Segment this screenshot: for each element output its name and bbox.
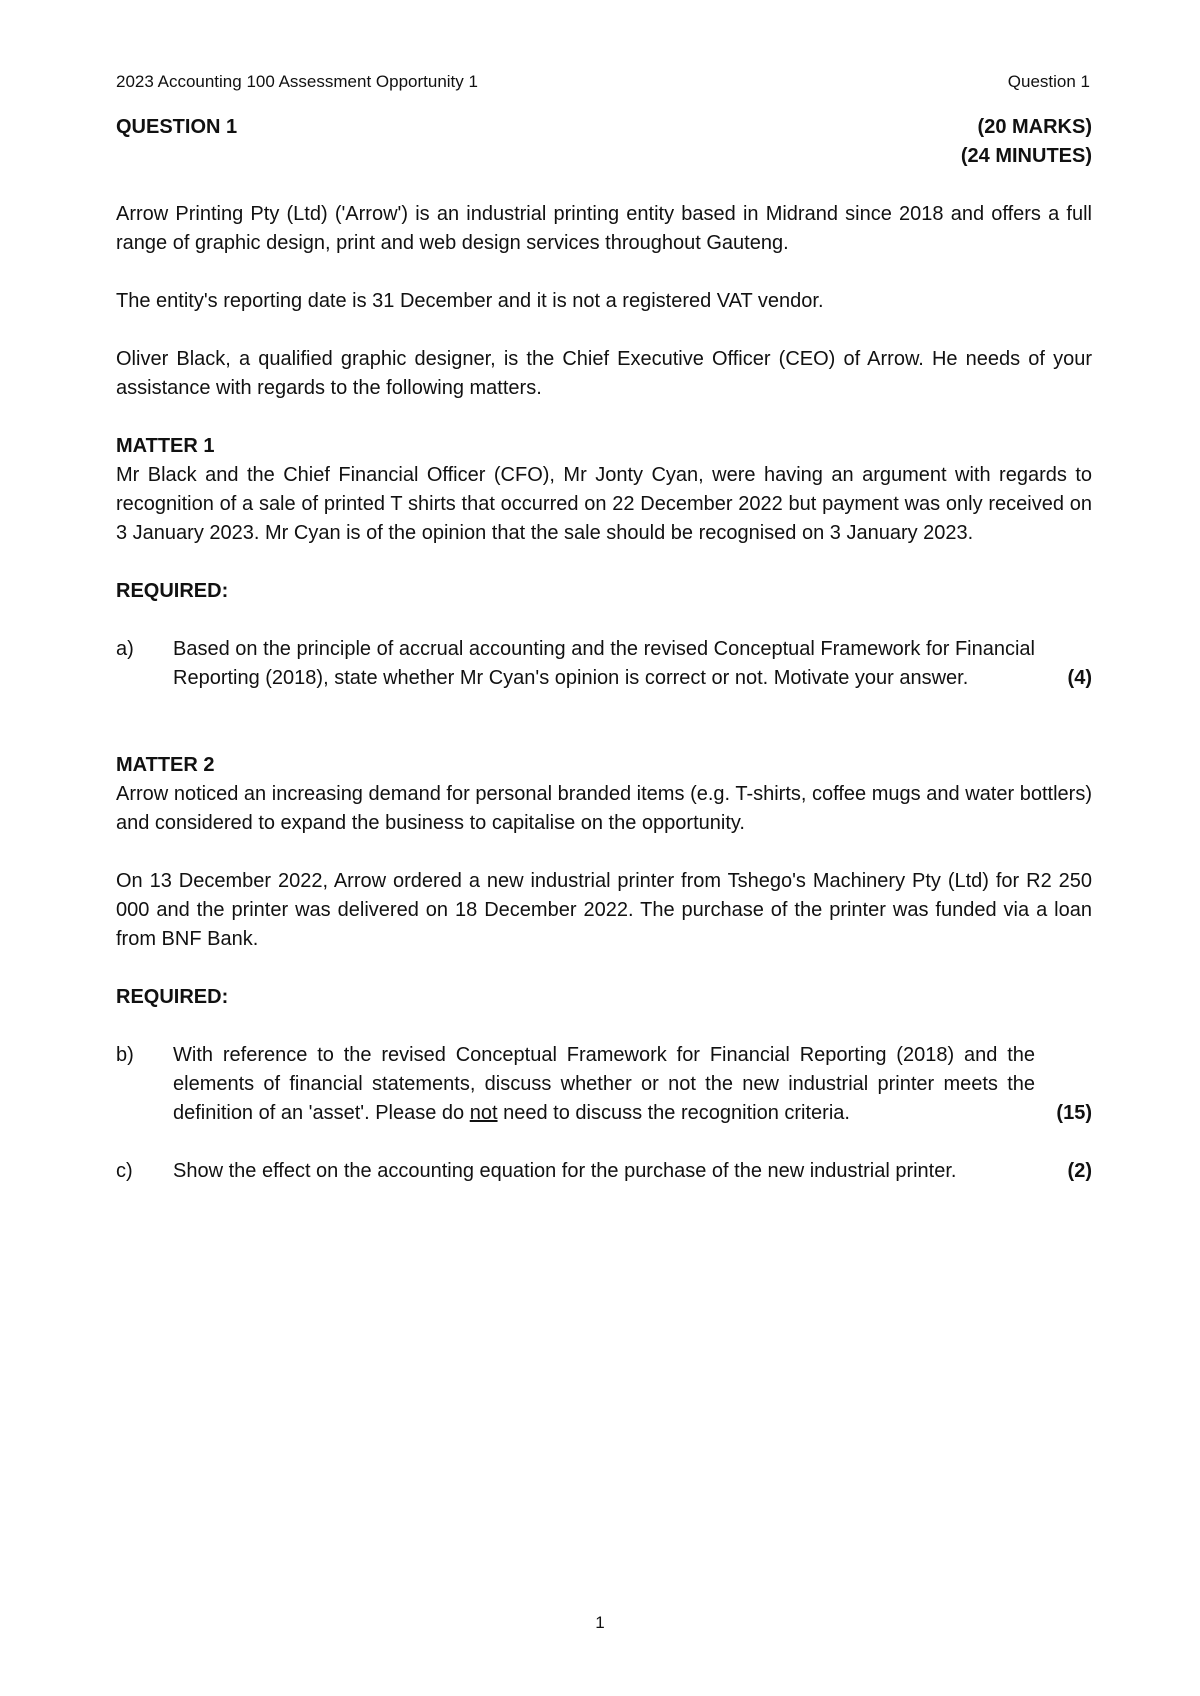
matter-2-heading: MATTER 2 xyxy=(116,754,215,776)
intro-paragraph-2: The entity's reporting date is 31 December and it is not a registered VAT vendor. xyxy=(116,290,824,312)
intro-paragraph-1: Arrow Printing Pty (Ltd) ('Arrow') is an industrial printing entity based in Midrand since 2018 and offers a full range of graphic design, print and web design services throughout Gauteng. xyxy=(116,203,1092,254)
matter-1-heading: MATTER 1 xyxy=(116,435,215,457)
item-b-text xyxy=(173,1041,1035,1128)
required-item-c xyxy=(116,1157,1092,1186)
item-c-marks: (2) xyxy=(1067,1160,1092,1182)
item-a-letter: a) xyxy=(116,638,134,660)
page-number: 1 xyxy=(595,1613,605,1632)
item-b-letter: b) xyxy=(116,1044,134,1066)
item-b-text-underlined: not xyxy=(469,1102,498,1124)
page-content xyxy=(116,113,1092,1186)
matter-1-required-heading: REQUIRED: xyxy=(116,580,229,602)
matter-1-text: Mr Black and the Chief Financial Officer (CFO), Mr Jonty Cyan, were having an argument with regards to recognition of a sale of printed T shirts that occurred on 22 December 2022 but payment was only received on 3 January 2023. Mr Cyan is of the opinion that the sale should be recognised on 3 January 2023. xyxy=(116,464,1092,544)
matter-2-required-heading: REQUIRED: xyxy=(116,986,229,1008)
question-title: QUESTION 1 xyxy=(116,116,238,138)
matter-2-text-2: On 13 December 2022, Arrow ordered a new industrial printer from Tshego's Machinery Pty (Ltd) for R2 250 000 and the printer was delivered on 18 December 2022. The purchase of the printer was funded via a loan from BNF Bank. xyxy=(116,870,1092,950)
item-a-text: Based on the principle of accrual accounting and the revised Conceptual Framework for Financial Reporting (2018), state whether Mr Cyan's opinion is correct or not. Motivate your answer. xyxy=(173,638,1035,689)
question-title-row xyxy=(116,113,1092,142)
item-b-text-after: need to discuss the recognition criteria. xyxy=(497,1102,850,1124)
item-a-marks: (4) xyxy=(1067,667,1092,689)
question-marks: (20 MARKS) xyxy=(977,116,1092,138)
intro-paragraph-3: Oliver Black, a qualified graphic designer, is the Chief Executive Officer (CEO) of Arrow. He needs of your assistance with regards to the following matters. xyxy=(116,348,1092,399)
item-c-text: Show the effect on the accounting equation for the purchase of the new industrial printer. xyxy=(173,1160,957,1182)
item-b-marks: (15) xyxy=(1056,1102,1092,1124)
item-b-text-before: With reference to the revised Conceptual Framework for Financial Reporting (2018) and the elements of financial statements, discuss whether or not the new industrial printer meets the definition of an 'asset'. Please do xyxy=(173,1044,1035,1124)
matter-2-text-1: Arrow noticed an increasing demand for personal branded items (e.g. T-shirts, coffee mugs and water bottlers) and considered to expand the business to capitalise on the opportunity. xyxy=(116,783,1092,834)
page-header xyxy=(116,72,1090,92)
required-item-b xyxy=(116,1041,1092,1128)
header-right-text: Question 1 xyxy=(1007,72,1090,91)
required-item-a xyxy=(116,635,1092,693)
item-c-letter: c) xyxy=(116,1160,133,1182)
header-left-text: 2023 Accounting 100 Assessment Opportunity 1 xyxy=(116,72,478,91)
question-minutes: (24 MINUTES) xyxy=(960,145,1092,167)
